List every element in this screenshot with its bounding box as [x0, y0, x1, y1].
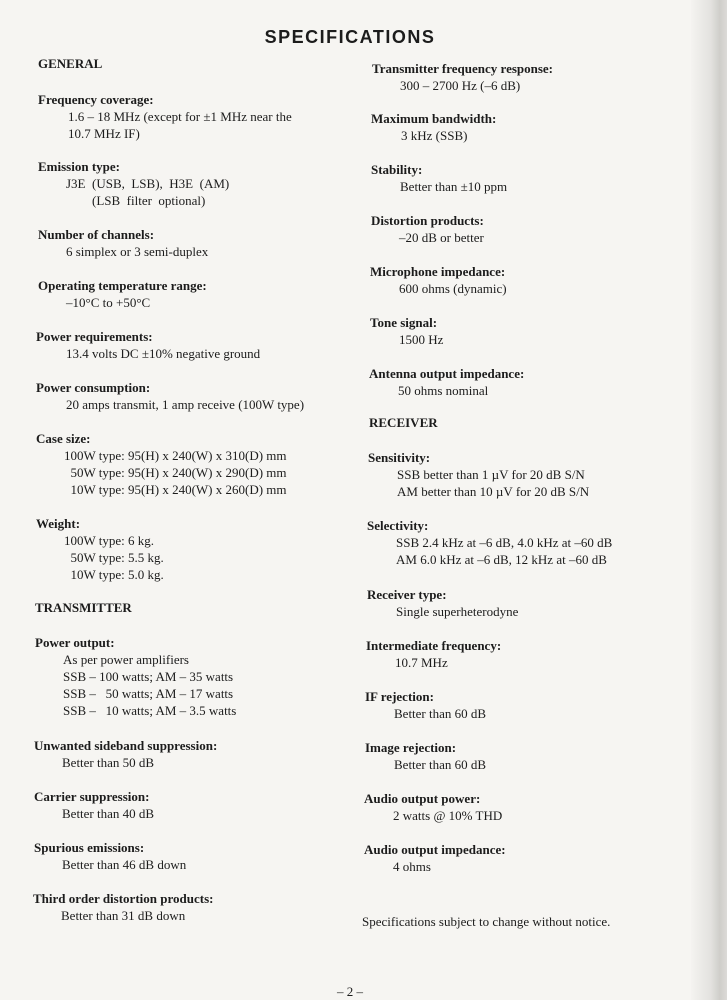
spec-label: Tone signal: — [370, 315, 438, 330]
spec-power-consumption — [36, 379, 304, 413]
spec-if-rejection — [365, 688, 486, 722]
spec-value: 10W type: 5.0 kg. — [64, 567, 164, 582]
spec-value: (LSB filter optional) — [66, 193, 206, 208]
spec-value: SSB better than 1 µV for 20 dB S/N — [397, 467, 585, 482]
spec-value: SSB 2.4 kHz at –6 dB, 4.0 kHz at –60 dB — [396, 535, 613, 550]
spec-label: Power requirements: — [36, 329, 153, 344]
spec-value: 50W type: 95(H) x 240(W) x 290(D) mm — [64, 465, 287, 480]
spec-label: Sensitivity: — [368, 450, 431, 465]
spec-value: Better than 50 dB — [62, 755, 155, 770]
spec-value: 10.7 MHz IF) — [68, 126, 140, 141]
spec-value: Single superheterodyne — [396, 604, 519, 619]
spec-value: 600 ohms (dynamic) — [399, 281, 507, 296]
spec-transmitter-frequency-response — [372, 60, 553, 94]
spec-label: Selectivity: — [367, 518, 429, 533]
spec-value: Better than 31 dB down — [61, 908, 186, 923]
spec-value: 2 watts @ 10% THD — [393, 808, 503, 823]
spec-value: Better than 60 dB — [394, 757, 487, 772]
spec-spurious-emissions — [34, 839, 186, 873]
spec-label: Case size: — [36, 431, 91, 446]
spec-weight — [36, 515, 164, 583]
spec-receiver-type — [367, 586, 518, 620]
spec-value: AM better than 10 µV for 20 dB S/N — [397, 484, 590, 499]
spec-value: J3E (USB, LSB), H3E (AM) — [66, 176, 230, 191]
spec-sensitivity — [368, 449, 589, 500]
spec-label: Power output: — [35, 635, 115, 650]
spec-value: AM 6.0 kHz at –6 dB, 12 kHz at –60 dB — [396, 552, 607, 567]
spec-value: SSB – 10 watts; AM – 3.5 watts — [63, 703, 237, 718]
spec-label: IF rejection: — [365, 689, 434, 704]
spec-value: 100W type: 6 kg. — [64, 533, 155, 548]
page-title: SPECIFICATIONS — [264, 27, 436, 47]
spec-third-order-distortion — [33, 890, 213, 924]
spec-label: Microphone impedance: — [370, 264, 506, 279]
spec-label: Frequency coverage: — [38, 92, 154, 107]
spec-value: 100W type: 95(H) x 240(W) x 310(D) mm — [64, 448, 287, 463]
spec-maximum-bandwidth — [371, 110, 496, 144]
spec-value: SSB – 50 watts; AM – 17 watts — [63, 686, 234, 701]
spec-distortion-products — [371, 212, 484, 246]
spec-label: Distortion products: — [371, 213, 484, 228]
spec-label: Number of channels: — [38, 227, 155, 242]
spec-label: Unwanted sideband suppression: — [34, 738, 218, 753]
spec-value: Better than ±10 ppm — [400, 179, 508, 194]
page-edge-shadow — [691, 0, 727, 1000]
spec-microphone-impedance — [370, 263, 507, 297]
spec-value: 6 simplex or 3 semi-duplex — [66, 244, 209, 259]
spec-label: Stability: — [371, 162, 423, 177]
spec-label: Power consumption: — [36, 380, 151, 395]
spec-label: Antenna output impedance: — [369, 366, 525, 381]
spec-value: –10°C to +50°C — [66, 295, 151, 310]
spec-number-of-channels — [38, 226, 208, 260]
spec-label: Emission type: — [38, 159, 120, 174]
spec-label: Carrier suppression: — [34, 789, 150, 804]
spec-frequency-coverage — [38, 91, 292, 142]
spec-label: Third order distortion products: — [33, 891, 214, 906]
spec-value: 4 ohms — [393, 859, 431, 874]
spec-image-rejection — [365, 739, 486, 773]
section-heading-transmitter: TRANSMITTER — [35, 600, 132, 615]
spec-label: Operating temperature range: — [38, 278, 207, 293]
spec-label: Audio output power: — [364, 791, 481, 806]
spec-label: Maximum bandwidth: — [371, 111, 497, 126]
spec-label: Spurious emissions: — [34, 840, 145, 855]
spec-label: Weight: — [36, 516, 81, 531]
spec-carrier-suppression — [34, 788, 154, 822]
spec-value: SSB – 100 watts; AM – 35 watts — [63, 669, 234, 684]
spec-value: Better than 46 dB down — [62, 857, 187, 872]
disclaimer-note: Specifications subject to change without notice. — [362, 914, 611, 929]
spec-label: Intermediate frequency: — [366, 638, 502, 653]
spec-value: 10W type: 95(H) x 240(W) x 260(D) mm — [64, 482, 287, 497]
spec-value: 3 kHz (SSB) — [401, 128, 468, 143]
spec-value: 50 ohms nominal — [398, 383, 489, 398]
spec-value: –20 dB or better — [399, 230, 484, 245]
spec-power-requirements — [36, 328, 260, 362]
spec-value: 300 – 2700 Hz (–6 dB) — [400, 78, 521, 93]
spec-value: 20 amps transmit, 1 amp receive (100W type) — [66, 397, 305, 412]
spec-label: Image rejection: — [365, 740, 457, 755]
spec-value: 1.6 – 18 MHz (except for ±1 MHz near the — [68, 109, 292, 124]
spec-power-output — [35, 634, 236, 719]
spec-value: Better than 60 dB — [394, 706, 487, 721]
spec-case-size — [36, 430, 287, 498]
section-heading-general: GENERAL — [38, 56, 103, 71]
spec-label: Transmitter frequency response: — [372, 61, 554, 76]
section-heading-receiver: RECEIVER — [369, 415, 438, 430]
spec-antenna-output-impedance — [369, 365, 524, 399]
spec-tone-signal — [370, 314, 443, 348]
page-number: – 2 – — [337, 984, 363, 999]
spec-stability — [371, 161, 507, 195]
spec-emission-type — [38, 158, 229, 209]
spec-audio-output-impedance — [364, 841, 506, 875]
spec-value: 10.7 MHz — [395, 655, 448, 670]
spec-unwanted-sideband-suppression — [34, 737, 217, 771]
spec-label: Audio output impedance: — [364, 842, 506, 857]
spec-intermediate-frequency — [366, 637, 501, 671]
spec-selectivity — [367, 517, 612, 568]
spec-value: Better than 40 dB — [62, 806, 155, 821]
spec-audio-output-power — [364, 790, 502, 824]
spec-operating-temperature — [38, 277, 207, 311]
spec-value: As per power amplifiers — [63, 652, 189, 667]
spec-value: 1500 Hz — [399, 332, 444, 347]
spec-value: 50W type: 5.5 kg. — [64, 550, 164, 565]
spec-value: 13.4 volts DC ±10% negative ground — [66, 346, 261, 361]
spec-label: Receiver type: — [367, 587, 447, 602]
